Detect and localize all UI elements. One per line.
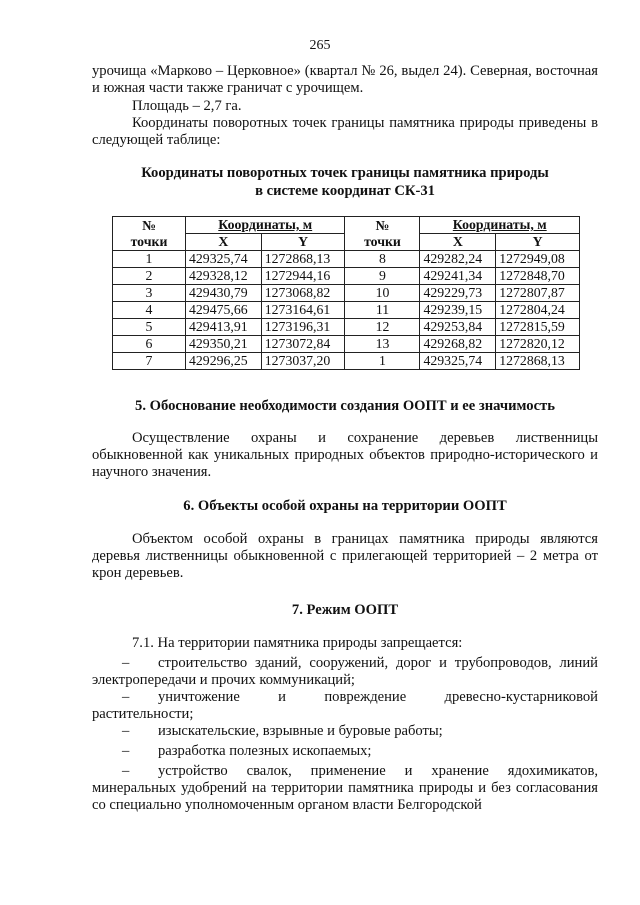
coordinate-cell: 1272868,13 <box>496 353 580 370</box>
point-number-cell: 3 <box>113 285 186 302</box>
point-number-cell: 13 <box>345 336 420 353</box>
point-number-cell: 10 <box>345 285 420 302</box>
table-row <box>113 319 580 336</box>
point-number-cell: 12 <box>345 319 420 336</box>
point-number-cell: 1 <box>113 251 186 268</box>
point-number-cell: 9 <box>345 268 420 285</box>
page-number: 265 <box>309 38 331 53</box>
coordinate-cell: 1272804,24 <box>496 302 580 319</box>
coordinate-cell: 429282,24 <box>420 251 496 268</box>
section6-title: 6. Объекты особой охраны на территории ООПТ <box>183 498 507 514</box>
coordinate-cell: 429413,91 <box>186 319 262 336</box>
point-number-cell: 11 <box>345 302 420 319</box>
point-number-cell: 7 <box>113 353 186 370</box>
col-header-x-left: X <box>186 234 262 251</box>
section5-title: 5. Обоснование необходимости создания ООПТ и ее значимость <box>135 398 555 414</box>
coordinate-cell: 1272868,13 <box>261 251 345 268</box>
col-header-num: № точки <box>113 217 186 251</box>
coordinate-cell: 429296,25 <box>186 353 262 370</box>
point-number-cell: 8 <box>345 251 420 268</box>
col-header-coords-right: Координаты, м <box>420 217 580 234</box>
coordinate-cell: 1272944,16 <box>261 268 345 285</box>
col-header-y-left: Y <box>261 234 345 251</box>
point-number-cell: 4 <box>113 302 186 319</box>
coordinate-cell: 1272848,70 <box>496 268 580 285</box>
table-title-line2: в системе координат СК-31 <box>255 183 435 199</box>
coordinate-cell: 1272820,12 <box>496 336 580 353</box>
coordinate-cell: 429253,84 <box>420 319 496 336</box>
coords-intro-paragraph: Координаты поворотных точек границы памятника природы приведены в следующей таблице: <box>92 115 598 148</box>
bullet-3: – изыскательские, взрывные и буровые работы; <box>122 723 443 739</box>
coordinate-cell: 429350,21 <box>186 336 262 353</box>
coordinate-cell: 1272949,08 <box>496 251 580 268</box>
coordinate-cell: 429475,66 <box>186 302 262 319</box>
section6-text: Объектом особой охраны в границах памятника природы являются деревья лиственницы обыкновенной с прилегающей территорией – 2 метра от крон деревьев. <box>92 531 598 581</box>
table-row <box>113 336 580 353</box>
coordinate-cell: 1273164,61 <box>261 302 345 319</box>
table-row <box>113 268 580 285</box>
coordinate-cell: 429241,34 <box>420 268 496 285</box>
table-row <box>113 285 580 302</box>
point-number-cell: 1 <box>345 353 420 370</box>
bullet-2: – уничтожение и повреждение древесно-кустарниковой растительности; <box>92 689 598 722</box>
col-header-num-right: № точки <box>345 217 420 251</box>
coordinate-cell: 1273196,31 <box>261 319 345 336</box>
coordinate-cell: 429239,15 <box>420 302 496 319</box>
bullet-5: – устройство свалок, применение и хранение ядохимикатов, минеральных удобрений на территории памятника природы и без согласования со специально уполномоченным органом власти Белгородской <box>92 763 598 813</box>
coordinate-cell: 429328,12 <box>186 268 262 285</box>
table-row <box>113 251 580 268</box>
coordinate-cell: 429268,82 <box>420 336 496 353</box>
bullet-1: – строительство зданий, сооружений, дорог и трубопроводов, линий электропередачи и прочих коммуникаций; <box>92 655 598 688</box>
bullet-4: – разработка полезных ископаемых; <box>122 743 372 759</box>
section7-title: 7. Режим ООПТ <box>291 602 399 618</box>
point-number-cell: 2 <box>113 268 186 285</box>
section5-text: Осуществление охраны и сохранение деревьев лиственницы обыкновенной как уникальных природных объектов природно-исторического и научного значения. <box>92 430 598 480</box>
item-7-1: 7.1. На территории памятника природы запрещается: <box>132 635 463 651</box>
table-row <box>113 353 580 370</box>
coordinate-cell: 429229,73 <box>420 285 496 302</box>
coordinate-cell: 1273068,82 <box>261 285 345 302</box>
point-number-cell: 6 <box>113 336 186 353</box>
coordinate-cell: 429325,74 <box>186 251 262 268</box>
col-header-y-right: Y <box>496 234 580 251</box>
coordinates-table <box>112 216 580 370</box>
col-header-coords-left: Координаты, м <box>186 217 345 234</box>
area-line: Площадь – 2,7 га. <box>132 98 242 114</box>
col-header-x-right: X <box>420 234 496 251</box>
coordinate-cell: 1273072,84 <box>261 336 345 353</box>
table-title-line1: Координаты поворотных точек границы памятника природы <box>141 165 549 181</box>
coordinate-cell: 1272807,87 <box>496 285 580 302</box>
coordinate-cell: 429325,74 <box>420 353 496 370</box>
coordinate-cell: 429430,79 <box>186 285 262 302</box>
coordinate-cell: 1273037,20 <box>261 353 345 370</box>
coordinate-cell: 1272815,59 <box>496 319 580 336</box>
table-row <box>113 302 580 319</box>
intro-paragraph: урочища «Марково – Церковное» (квартал № 26, выдел 24). Северная, восточная и южная части также граничат с урочищем. <box>92 63 598 96</box>
point-number-cell: 5 <box>113 319 186 336</box>
